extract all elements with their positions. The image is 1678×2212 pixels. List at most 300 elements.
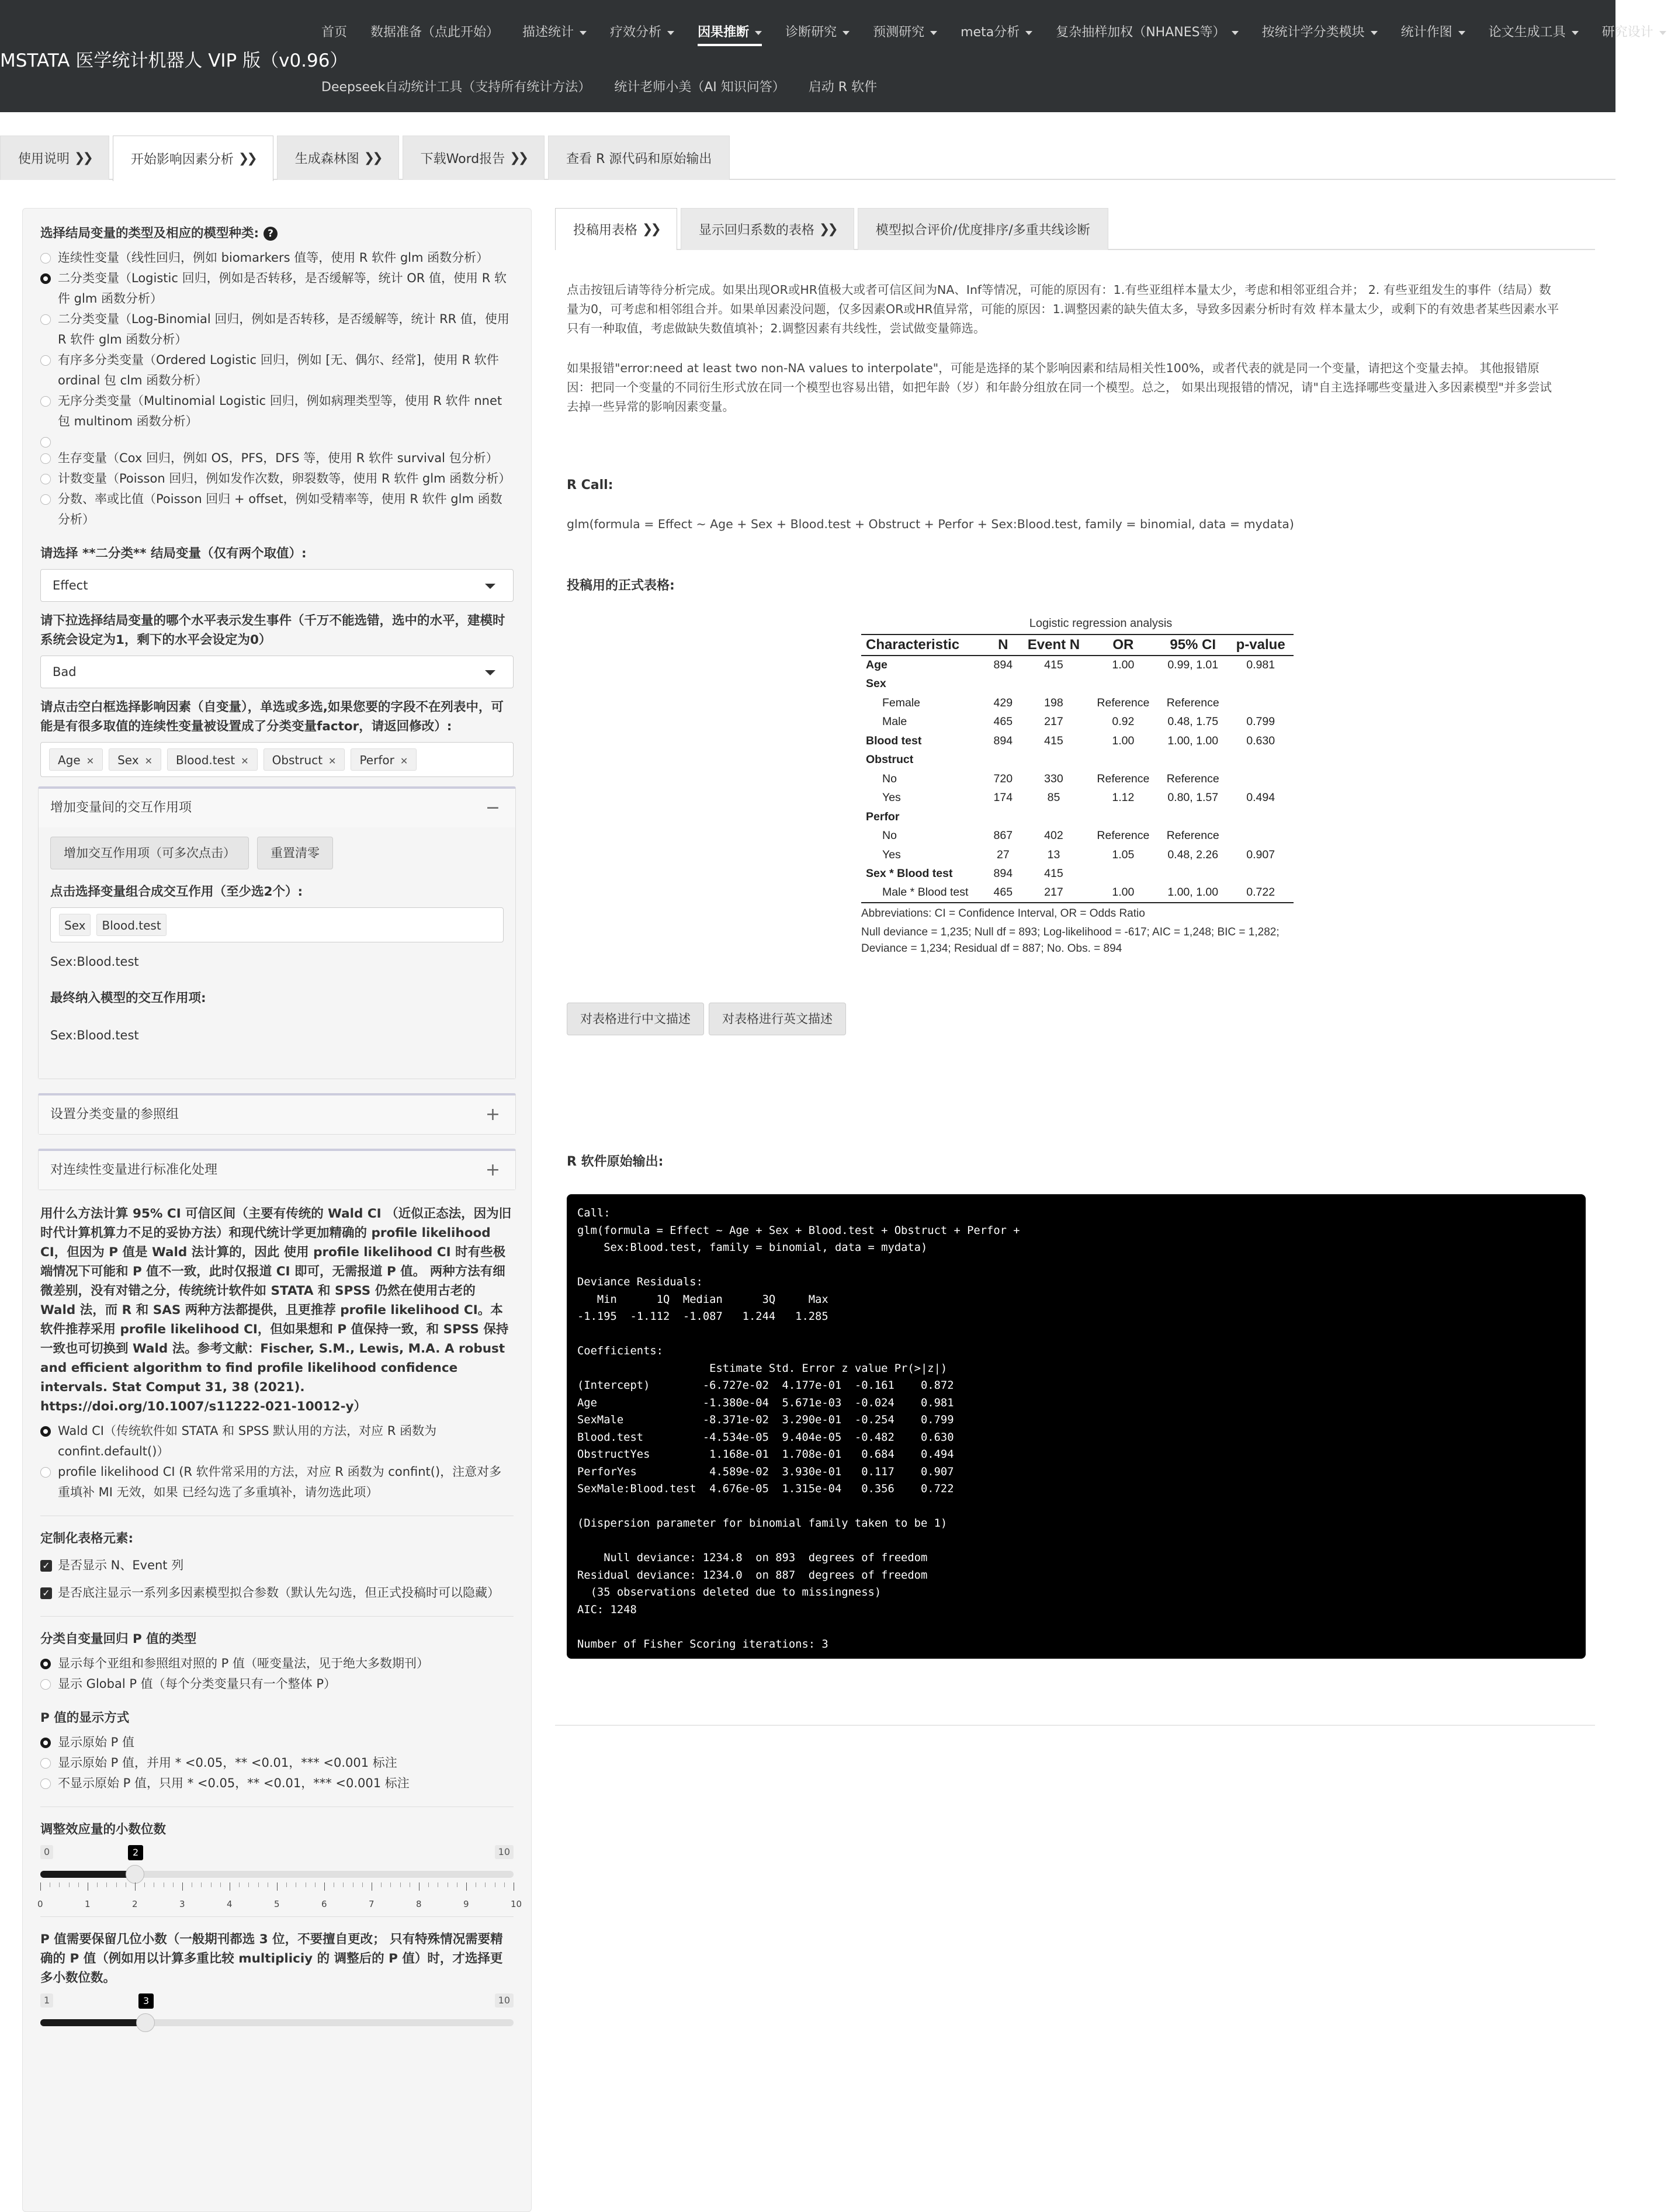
nav-item-label: 复杂抽样加权（NHANES等） (1056, 25, 1226, 40)
slider-minor-tick (69, 1882, 70, 1887)
double-chevron-right-icon: ❯❯ (238, 151, 255, 166)
model-type-option[interactable] (40, 432, 514, 448)
model-type-option-label: 二分类变量（Logistic 回归，例如是否转移，是否缓解等，统计 OR 值，使用 R 软件 glm 函数分析） (58, 271, 507, 306)
table-cell: 198 (1044, 696, 1063, 709)
radio-button[interactable] (40, 453, 51, 464)
table-body (861, 656, 1294, 903)
table-cell: 429 (993, 696, 1013, 709)
radio-button[interactable] (40, 1679, 51, 1690)
factor-chip[interactable] (264, 748, 345, 771)
caret-down-icon (1025, 31, 1032, 35)
caret-down-icon (1458, 31, 1465, 35)
pvalue-type-heading: 分类自变量回归 P 值的类型 (40, 1632, 197, 1646)
slider-ticks (37, 1882, 522, 1909)
table-row (861, 827, 1294, 846)
interaction-combo-text: Sex:Blood.test (50, 955, 139, 969)
table-cell: 867 (993, 829, 1013, 842)
caret-down-icon (1232, 31, 1239, 35)
pvalue-digits-heading: P 值需要保留几位小数（一般期刊都选 3 位，不要擅自更改； 只有特殊情况需要精确的 P 值（例如用以计算多重比较 multipliciy 的 调整后的 P 值）时，才选择更多小数位数。 (40, 1932, 503, 1985)
decimals-heading: 调整效应量的小数位数 (40, 1822, 167, 1837)
slider-value-label: 3 (138, 1993, 154, 2009)
slider-tick-label: 6 (321, 1899, 327, 1909)
interaction-combo-heading: 点击选择变量组合成交互作用（至少选2个）: (50, 885, 303, 899)
remove-x-icon[interactable]: ✕ (144, 755, 152, 767)
analysis-note-2: 如果报错"error:need at least two non-NA values to interpolate"，可能是选择的某个影响因素和结局相关性100%，或者代表的就是同一个变量，请把这个变量去掉。 其他报错原因：把同一个变量的不同衍生形式放在同一个模型也容易出错，如把年龄（岁）和年龄分组放在同一个模型。总之， 如果出现报错的情况，请"自主选择哪些变量进入多因素模型"并多尝试去掉一些异常的影响因素变量。 (567, 361, 1552, 414)
slider-minor-tick (211, 1882, 212, 1887)
nav-item[interactable] (598, 18, 686, 48)
slider-min-label: 1 (40, 1993, 53, 2008)
nav-item[interactable] (1389, 18, 1477, 48)
table-cell: 402 (1044, 829, 1063, 842)
result-tab-2[interactable] (681, 208, 854, 250)
slider-min-label: 0 (40, 1845, 53, 1859)
slider-tick (277, 1882, 278, 1891)
table-element-option-label: 是否显示 N、Event 列 (58, 1558, 184, 1572)
app-brand[interactable]: MSTATA 医学统计机器人 VIP 版（v0.96） (0, 50, 348, 71)
nav-item-label: 诊断研究 (785, 25, 837, 40)
table-cell: Obstruct (866, 753, 914, 767)
nav-item[interactable] (861, 18, 949, 48)
table-cell (1228, 675, 1294, 694)
radio-button[interactable] (40, 314, 51, 325)
factor-chip-label: Age (58, 753, 81, 767)
nav-item[interactable]: Deepseek自动统计工具（支持所有统计方法） (321, 80, 591, 95)
double-chevron-right-icon: ❯❯ (74, 151, 91, 165)
raw-output-label: R 软件原始输出: (567, 1154, 664, 1169)
radio-button[interactable] (40, 437, 51, 448)
pvalue-display-heading: P 值的显示方式 (40, 1711, 130, 1725)
reference-group-panel-title: 设置分类变量的参照组 (50, 1107, 179, 1122)
table-cell: 0.48, 2.26 (1167, 848, 1219, 861)
table-cell: 0.981 (1246, 658, 1275, 672)
ci-method-radio-group (40, 1421, 514, 1503)
slider-tick-label: 8 (416, 1899, 422, 1909)
table-cell: 0.99, 1.01 (1167, 658, 1219, 672)
table-cell: 894 (993, 734, 1013, 747)
table-header-cell: Event N (1019, 635, 1088, 656)
slider-tick-label: 4 (227, 1899, 233, 1909)
table-cell: Reference (1097, 696, 1150, 709)
pvalue-display-radio-group (40, 1732, 514, 1794)
slider-tick-label: 1 (85, 1899, 91, 1909)
radio-button[interactable] (40, 1758, 51, 1769)
nav-item-label: 论文生成工具 (1488, 25, 1566, 40)
table-cell: Male (882, 715, 907, 729)
nav-item-label: 数据准备（点此开始） (370, 25, 500, 40)
table-header-cell: Characteristic (861, 635, 987, 656)
table-cell: 174 (993, 791, 1013, 805)
table-row (861, 769, 1294, 789)
table-footnote-abbrev: Abbreviations: CI = Confidence Interval, OR = Odds Ratio (861, 907, 1145, 920)
slider-max-label: 10 (495, 1845, 514, 1859)
nav-item[interactable]: 统计老师小美（AI 知识问答） (614, 80, 785, 95)
table-cell: Sex * Blood test (866, 867, 953, 880)
tab-3[interactable] (277, 136, 399, 180)
table-cell: 0.80, 1.57 (1167, 791, 1219, 805)
model-type-option[interactable] (40, 391, 514, 432)
table-header-cell: p-value (1228, 635, 1294, 656)
radio-button[interactable] (40, 1426, 51, 1437)
interaction-panel-title: 增加变量间的交互作用项 (50, 800, 192, 815)
tab-2[interactable] (113, 136, 273, 181)
table-cell: 0.48, 1.75 (1167, 715, 1219, 729)
table-caption: Logistic regression analysis (1029, 617, 1173, 630)
tab-5[interactable] (548, 136, 730, 180)
table-row (861, 883, 1294, 903)
nav-row-main (310, 18, 1678, 48)
table-element-option[interactable] (40, 1583, 514, 1603)
regression-table (861, 634, 1294, 903)
slider-minor-tick (343, 1882, 344, 1887)
table-cell: No (882, 772, 897, 785)
result-tab-label: 模型拟合评价/优度排序/多重共线诊断 (875, 223, 1090, 238)
double-chevron-right-icon: ❯❯ (819, 222, 836, 237)
slider-minor-tick (400, 1882, 401, 1887)
pvalue-display-option[interactable] (40, 1753, 514, 1773)
collapse-minus-icon[interactable]: − (485, 798, 500, 818)
interaction-combo-select[interactable] (50, 907, 504, 942)
slider-tick-label: 10 (511, 1899, 522, 1909)
result-tab-1[interactable] (555, 208, 677, 250)
slider-fill (40, 2019, 145, 2026)
rcall-label: R Call: (567, 478, 613, 493)
slider-minor-tick (201, 1882, 202, 1887)
slider-tick-label: 7 (369, 1899, 375, 1909)
nav-item[interactable]: 启动 R 软件 (808, 80, 878, 95)
radio-button[interactable] (40, 1778, 51, 1789)
tab-label: 开始影响因素分析 (130, 152, 234, 167)
interaction-panel-header[interactable] (39, 789, 515, 827)
table-cell: Reference (1166, 772, 1219, 785)
slider-minor-tick (362, 1882, 363, 1887)
standardize-panel-header[interactable] (39, 1151, 515, 1190)
radio-button[interactable] (40, 355, 51, 366)
table-elements-heading: 定制化表格元素: (40, 1531, 134, 1546)
nav-row-secondary (310, 72, 889, 103)
radio-button[interactable] (40, 1659, 51, 1669)
table-row (861, 789, 1294, 808)
slider-minor-tick (390, 1882, 391, 1887)
nav-item[interactable] (511, 18, 598, 48)
slider-tick (135, 1882, 136, 1891)
factor-chip[interactable] (49, 748, 103, 771)
table-cell (1019, 751, 1088, 770)
nav-item[interactable] (1477, 18, 1590, 48)
factor-chip-label: Perfor (359, 753, 394, 767)
interaction-panel (38, 786, 516, 1079)
remove-x-icon[interactable]: ✕ (241, 755, 249, 767)
caret-down-icon (580, 31, 587, 35)
nav-item[interactable] (774, 18, 861, 48)
remove-x-icon[interactable]: ✕ (400, 755, 408, 767)
remove-x-icon[interactable]: ✕ (328, 755, 337, 767)
nav-item[interactable] (1590, 18, 1678, 48)
table-cell (987, 751, 1020, 770)
table-cell: Yes (882, 848, 901, 861)
table-cell: 1.00, 1.00 (1167, 734, 1219, 747)
table-cell (1019, 675, 1088, 694)
nav-item-label: 研究设计 (1601, 25, 1653, 40)
ci-method-option-label: profile likelihood CI (R 软件常采用的方法，对应 R 函数为 confint()，注意对多重填补 MI 无效，如果 已经勾选了多重填补，请勿选此项） (58, 1465, 502, 1499)
model-type-option[interactable] (40, 309, 514, 350)
caret-down-icon (1371, 31, 1378, 35)
tab-label: 生成森林图 (294, 152, 359, 167)
table-cell: No (882, 829, 897, 842)
table-cell: 27 (996, 848, 1010, 861)
caret-down-icon (1659, 31, 1666, 35)
table-cell (987, 675, 1020, 694)
expand-plus-icon[interactable]: + (485, 1160, 500, 1180)
nav-item-label: 疗效分析 (610, 25, 662, 40)
table-cell (1088, 865, 1158, 884)
radio-button[interactable] (40, 273, 51, 284)
radio-button[interactable] (40, 1738, 51, 1748)
rcall-text: glm(formula = Effect ~ Age + Sex + Blood.test + Obstruct + Perfor + Sex:Blood.test, family = binomial, data = mydata) (567, 517, 1294, 531)
table-cell: 1.12 (1112, 791, 1135, 805)
table-cell: 1.00 (1088, 883, 1158, 903)
nav-item-label: 首页 (321, 25, 348, 40)
pvalue-type-option[interactable] (40, 1674, 514, 1694)
table-cell: Reference (1097, 829, 1150, 842)
describe-chinese-button[interactable]: 对表格进行中文描述 (567, 1003, 704, 1035)
table-elements-checkbox-group (40, 1555, 514, 1603)
result-tab-3[interactable] (858, 208, 1108, 250)
table-cell: 0.722 (1228, 883, 1294, 903)
model-type-option-label: 生存变量（Cox 回归，例如 OS，PFS，DFS 等，使用 R 软件 survival 包分析） (58, 451, 498, 465)
model-type-option[interactable] (40, 448, 514, 469)
factors-heading: 请点击空白框选择影响因素（自变量），单选或多选,如果您要的字段不在列表中，可能是有很多取值的连续性变量被设置成了分类变量factor，请返回修改）: (40, 700, 504, 734)
table-row (861, 656, 1294, 675)
nav-item[interactable] (949, 18, 1044, 48)
add-interaction-button[interactable]: 增加交互作用项（可多次点击） (50, 837, 249, 869)
ci-method-option[interactable] (40, 1421, 514, 1462)
model-type-option[interactable] (40, 268, 514, 309)
reset-interaction-button[interactable]: 重置清零 (257, 837, 333, 869)
table-row (861, 731, 1294, 751)
table-cell: 0.799 (1246, 715, 1275, 729)
factors-multiselect[interactable] (40, 742, 514, 777)
slider-minor-tick (173, 1882, 174, 1887)
table-cell: 13 (1047, 848, 1060, 861)
table-cell: 415 (1044, 867, 1063, 880)
radio-button[interactable] (40, 494, 51, 505)
slider-tick (40, 1882, 41, 1891)
decimals-slider[interactable] (37, 1845, 522, 1909)
slider-handle[interactable] (136, 2013, 155, 2032)
slider-minor-tick (485, 1882, 486, 1887)
table-cell: 1.00, 1.00 (1158, 883, 1228, 903)
slider-minor-tick (239, 1882, 240, 1887)
radio-button[interactable] (40, 396, 51, 407)
table-cell (1228, 807, 1294, 827)
slider-minor-tick (258, 1882, 259, 1887)
tab-label: 下载Word报告 (420, 152, 505, 167)
pvalue-display-option-label: 显示原始 P 值 (58, 1735, 135, 1749)
slider-value-label: 2 (128, 1845, 143, 1860)
table-row (861, 751, 1294, 770)
double-chevron-right-icon: ❯❯ (363, 151, 381, 165)
caret-down-icon (930, 31, 937, 35)
model-type-heading-text: 选择结局变量的类型及相应的模型种类: (40, 226, 259, 241)
pvalue-display-option-label: 显示原始 P 值，并用 * <0.05，** <0.01，*** <0.001 标注 (58, 1756, 397, 1770)
describe-english-button[interactable]: 对表格进行英文描述 (709, 1003, 846, 1035)
radio-button[interactable] (40, 474, 51, 484)
interaction-chip[interactable] (96, 914, 166, 936)
event-level-select-value: Bad (53, 665, 77, 679)
slider-minor-tick (315, 1882, 316, 1887)
slider-tick-label: 5 (274, 1899, 280, 1909)
nav-item[interactable] (1044, 18, 1250, 48)
main-content (555, 208, 1595, 1651)
interaction-chip[interactable] (59, 914, 91, 936)
pvalue-digits-slider[interactable] (40, 1993, 514, 2058)
model-type-option-label: 有序多分类变量（Ordered Logistic 回归，例如 [无、偶尔、经常]，使用 R 软件 ordinal 包 clm 函数分析） (58, 353, 499, 387)
table-element-option-label: 是否底注显示一系列多因素模型拟合参数（默认先勾选，但正式投稿时可以隐藏） (58, 1586, 500, 1600)
table-row (861, 845, 1294, 865)
model-type-option[interactable] (40, 248, 514, 268)
pvalue-type-option[interactable] (40, 1653, 514, 1674)
table-cell: 1.00 (1112, 658, 1135, 672)
final-interaction-heading: 最终纳入模型的交互作用项: (50, 991, 206, 1006)
event-level-heading: 请下拉选择结局变量的哪个水平表示发生事件（千万不能选错，选中的水平，建模时系统会设定为1，剩下的水平会设定为0） (40, 613, 505, 647)
slider-minor-tick (220, 1882, 221, 1887)
caret-down-icon (1572, 31, 1579, 35)
table-cell: Reference (1166, 829, 1219, 842)
pvalue-display-option[interactable] (40, 1773, 514, 1794)
model-type-option-label: 分数、率或比值（Poisson 回归 + offset，例如受精率等，使用 R 软件 glm 函数分析） (58, 492, 502, 526)
table-element-option[interactable] (40, 1555, 514, 1576)
result-tab-label: 显示回归系数的表格 (698, 223, 814, 238)
checkbox[interactable]: ✓ (40, 1587, 52, 1599)
radio-button[interactable] (40, 253, 51, 264)
caret-down-icon (755, 31, 762, 35)
radio-button[interactable] (40, 1467, 51, 1478)
tab-4[interactable] (403, 136, 545, 180)
table-header-cell: N (987, 635, 1020, 656)
remove-x-icon[interactable]: ✕ (86, 755, 95, 767)
table-cell (1228, 694, 1294, 713)
standardize-panel (38, 1149, 516, 1190)
tab-label: 使用说明 (18, 152, 70, 167)
event-level-select[interactable] (40, 656, 514, 688)
table-cell: 894 (993, 867, 1013, 880)
chevron-down-icon (485, 670, 495, 675)
table-cell: 894 (993, 658, 1013, 672)
result-tab-bar (555, 208, 1595, 250)
slider-minor-tick (286, 1882, 287, 1887)
pvalue-display-option[interactable] (40, 1732, 514, 1753)
slider-max-label: 10 (495, 1993, 514, 2008)
nav-item[interactable] (310, 18, 359, 48)
table-footnote-fit: Null deviance = 1,235; Null df = 893; Log-likelihood = -617; AIC = 1,248; BIC = 1,282; Deviance = 1,234; Residual df = 887; No. Obs. = 894 (861, 925, 1280, 955)
table-cell: Reference (1166, 696, 1219, 709)
nav-item[interactable] (686, 18, 774, 48)
outcome-heading: 请选择 **二分类** 结局变量（仅有两个取值）: (40, 546, 307, 561)
table-cell (1158, 751, 1228, 770)
factor-chip-label: Sex (117, 753, 139, 767)
table-cell: Reference (1097, 772, 1150, 785)
table-header-row (861, 635, 1294, 656)
table-cell: 0.907 (1246, 848, 1275, 861)
table-row (861, 694, 1294, 713)
expand-plus-icon[interactable]: + (485, 1104, 500, 1125)
chevron-down-icon (485, 584, 495, 589)
model-type-option[interactable] (40, 469, 514, 489)
slider-minor-tick (381, 1882, 382, 1887)
nav-item[interactable] (1250, 18, 1389, 48)
double-chevron-right-icon: ❯❯ (642, 222, 659, 237)
nav-item[interactable] (359, 18, 511, 48)
nav-item-label: 按统计学分类模块 (1261, 25, 1365, 40)
model-type-option[interactable] (40, 489, 514, 530)
pvalue-type-option-label: 显示 Global P 值（每个分类变量只有一个整体 P） (58, 1677, 337, 1691)
describe-buttons (567, 1003, 854, 1035)
slider-minor-tick (97, 1882, 98, 1887)
ci-method-option[interactable] (40, 1462, 514, 1503)
slider-tick-label: 3 (179, 1899, 185, 1909)
pvalue-type-option-label: 显示每个亚组和参照组对照的 P 值（哑变量法，见于绝大多数期刊） (58, 1656, 429, 1670)
table-cell (1088, 675, 1158, 694)
slider-fill (40, 1871, 135, 1878)
table-cell: 720 (993, 772, 1013, 785)
slider-minor-tick (428, 1882, 429, 1887)
slider-tick-label: 2 (132, 1899, 138, 1909)
slider-minor-tick (59, 1882, 60, 1887)
standardize-panel-title: 对连续性变量进行标准化处理 (50, 1163, 218, 1177)
ci-method-heading: 用什么方法计算 95% CI 可信区间（主要有传统的 Wald CI （近似正态法，因为旧时代计算机算力不足的妥协方法）和现代统计学更加精确的 profile likelihood CI，但因为 P 值是 Wald 法计算的，因此 使用 profile likelihood CI 时有些极端情况下可能和 P 值不一致，此时仅报道 CI 即可，无需报道 P 值。 两种方法有细微差别，没有对错之分，传统统计软件如 STATA 和 SPSS 仍然在使用古老的 Wald 法，而 R 和 SAS 两种方法都提供，且更推荐 profile likelihood CI。本软件推荐采用 profile likelihood CI，但如果想和 P 值保持一致，和 SPSS 保持一致也可切换到 Wald 法。参考文献：Fischer, S.M., Lewis, M.A. A robust and efficient algorithm to find profile likelihood confidence intervals. Stat Comput 31, 38 (2021). https://doi.org/10.1007/s11222-021-10012-y） (40, 1206, 512, 1414)
tab-1[interactable] (0, 136, 109, 180)
table-cell: Sex (866, 677, 886, 691)
divider (40, 1616, 514, 1617)
regression-table-block (861, 617, 1294, 957)
raw-r-output: Call: glm(formula = Effect ~ Age + Sex + Blood.test + Obstruct + Perfor + Sex:Blood.test, family = binomial, data = mydata) Deviance Residuals: Min 1Q Median 3Q Max -1.195 -1.112 -1.087 1.244 1.285 Coefficients: Estimate Std. Error z value Pr(>|z|) (Intercept) -6.727e-02 4.177e-01 -0.161 0.872 Age -1.380e-04 5.671e-03 -0.024 0.981 SexMale -8.371e-02 3.290e-01 -0.254 0.799 Blood.test -4.534e-05 9.404e-05 -0.482 0.630 ObstructYes 1.168e-01 1.708e-01 0.684 0.494 PerforYes 4.589e-02 3.930e-01 0.117 0.907 SexMale:Blood.test 4.676e-05 1.315e-04 0.356 0.722 (Dispersion parameter for binomial family taken to be 1) Null deviance: 1234.8 on 893 degrees of freedom Residual deviance: 1234.0 on 887 degrees of freedom (35 observations deleted due to missingness) AIC: 1248 Number of Fisher Scoring iterations: 3 (567, 1194, 1586, 1659)
divider (555, 1725, 1595, 1726)
table-header-cell: OR (1088, 635, 1158, 656)
slider-minor-tick (106, 1882, 107, 1887)
nav-item-label: 因果推断 (698, 25, 750, 40)
caret-down-icon (667, 31, 674, 35)
table-cell: Blood test (866, 734, 922, 747)
table-cell: 0.630 (1246, 734, 1275, 747)
factor-chip[interactable] (351, 748, 417, 771)
nav-item-label: meta分析 (961, 25, 1020, 40)
table-cell (1088, 751, 1158, 770)
factor-chip[interactable] (109, 748, 161, 771)
interaction-chip-label: Blood.test (102, 918, 161, 932)
nav-item-label: 统计作图 (1400, 25, 1452, 40)
slider-tick-label: 0 (37, 1899, 43, 1909)
slider-handle[interactable] (126, 1865, 144, 1884)
reference-group-panel-header[interactable] (39, 1095, 515, 1134)
factor-chip[interactable] (167, 748, 258, 771)
table-cell: Age (866, 658, 887, 672)
slider-tick (466, 1882, 467, 1891)
help-icon[interactable]: ? (264, 227, 278, 241)
slider-minor-tick (144, 1882, 145, 1887)
model-type-option[interactable] (40, 350, 514, 391)
table-cell (1158, 807, 1228, 827)
table-row (861, 865, 1294, 884)
outcome-select[interactable] (40, 569, 514, 602)
table-cell: 0.92 (1112, 715, 1135, 729)
reference-group-panel (38, 1093, 516, 1135)
checkbox[interactable]: ✓ (40, 1560, 52, 1572)
slider-minor-tick (504, 1882, 505, 1887)
table-header-cell: 95% CI (1158, 635, 1228, 656)
settings-sidebar (22, 208, 532, 2212)
table-cell: Yes (882, 791, 901, 805)
model-type-option-label: 二分类变量（Log-Binomial 回归，例如是否转移，是否缓解等，统计 RR 值，使用 R 软件 glm 函数分析） (58, 312, 509, 346)
